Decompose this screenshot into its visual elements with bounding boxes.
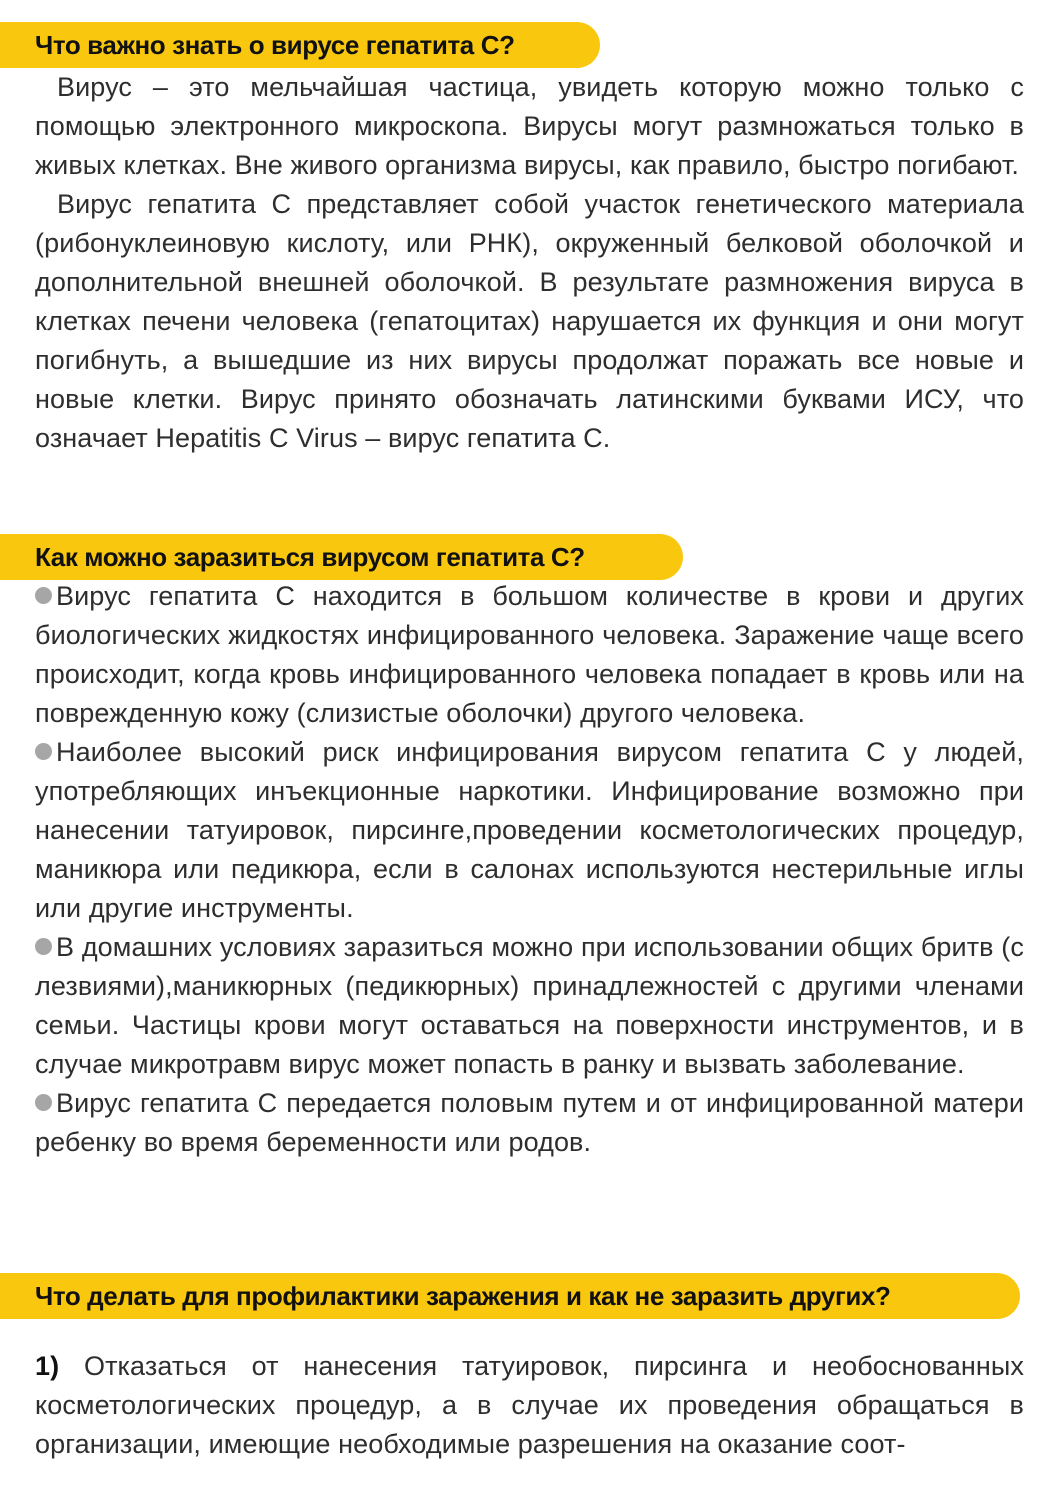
item-number: 1) [35, 1351, 60, 1381]
list-item [35, 928, 1024, 1084]
section-heading-virus-facts: Что важно знать о вирусе гепатита С? [0, 22, 600, 68]
bullet-dot-icon [35, 743, 52, 760]
list-item [35, 577, 1024, 733]
list-item-text: В домашних условиях заразиться можно при использовании общих бритв (с лезвиями),маникюрных (педикюрных) принадлежностей с другими членами семьи. Частицы крови могут оставаться на поверхности инструментов, и в случае микротравм вирус может попасть в ранку и вызвать заболевание. [35, 932, 1024, 1079]
section-body-transmission [35, 577, 1024, 1162]
paragraph: Вирус – это мельчайшая частица, увидеть которую можно только с помощью электронного микроскопа. Вирусы могут размножаться только в живых клетках. Вне живого организма вирусы, как правило, быстро погибают. [35, 72, 1024, 180]
list-item [35, 733, 1024, 928]
bullet-dot-icon [35, 587, 52, 604]
section-body-virus-facts [35, 68, 1024, 458]
section-heading-transmission: Как можно заразиться вирусом гепатита С? [0, 534, 683, 580]
list-item-text: Вирус гепатита С находится в большом количестве в крови и других биологических жидкостях инфицированного человека. Заражение чаще всего происходит, когда кровь инфицированного человека попадает в кровь или на поврежденную кожу (слизистые оболочки) другого человека. [35, 581, 1024, 728]
bullet-dot-icon [35, 938, 52, 955]
section-body-prevention [35, 1347, 1024, 1464]
list-item-text: Вирус гепатита С передается половым путем и от инфицированной матери ребенку во время беременности или родов. [35, 1088, 1024, 1157]
bullet-dot-icon [35, 1094, 52, 1111]
section-heading-prevention: Что делать для профилактики заражения и как не заразить других? [0, 1273, 1020, 1319]
list-item [35, 1084, 1024, 1162]
paragraph: Вирус гепатита С представляет собой участок генетического материала (рибонуклеиновую кислоту, или РНК), окруженный белковой оболочкой и дополнительной внешней оболочкой. В результате размножения вируса в клетках печени человека (гепатоцитах) нарушается их функция и они могут погибнуть, а вышедшие из них вирусы продолжат поражать все новые и новые клетки. Вирус принято обозначать латинскими буквами ИСУ, что означает Hepatitis C Virus – вирус гепатита С. [35, 189, 1024, 453]
numbered-item-text: Отказаться от нанесения татуировок, пирсинга и необоснованных косметологических процедур, а в случае их проведения обращаться в организации, имеющие необходимые разрешения на оказание соот- [35, 1351, 1024, 1459]
numbered-item [35, 1347, 1024, 1464]
list-item-text: Наиболее высокий риск инфицирования вирусом гепатита С у людей, употребляющих инъекционные наркотики. Инфицирование возможно при нанесении татуировок, пирсинге,проведении косметологических процедур, маникюра или педикюра, если в салонах используются нестерильные иглы или другие инструменты. [35, 737, 1024, 923]
